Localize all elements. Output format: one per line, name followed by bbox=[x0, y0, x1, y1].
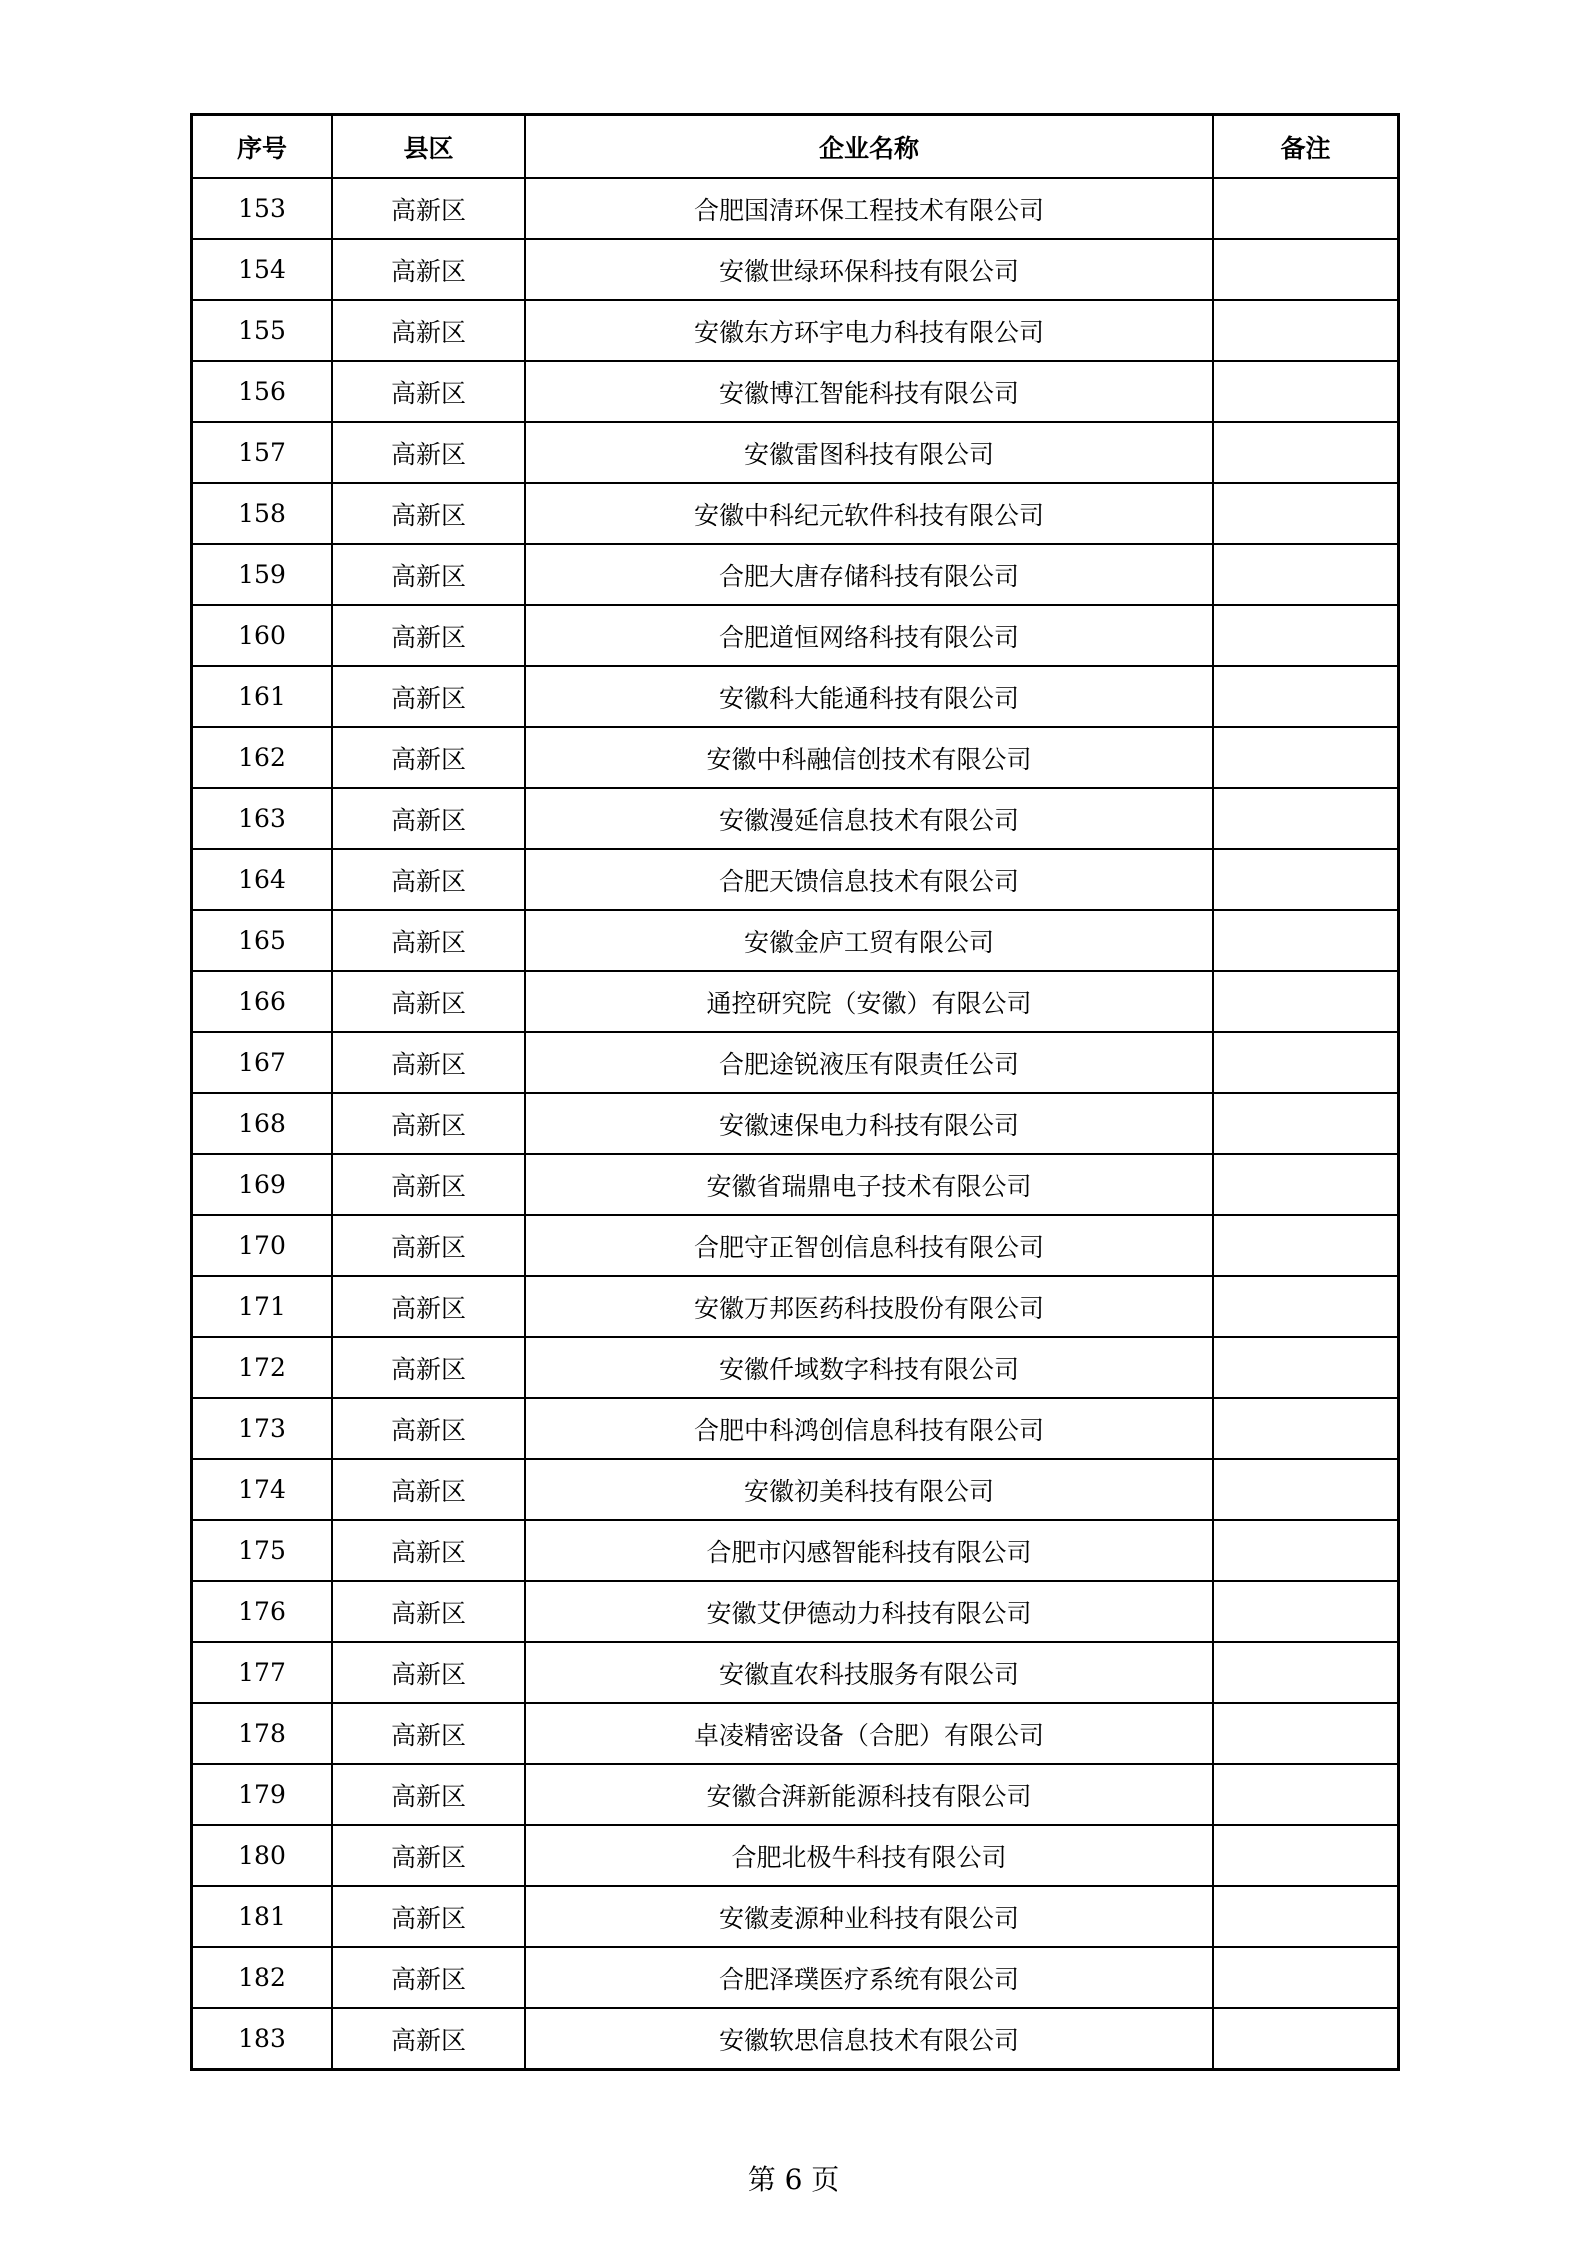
table-row bbox=[192, 300, 1399, 361]
cell-note bbox=[1213, 1886, 1399, 1947]
cell-district: 高新区 bbox=[332, 1337, 525, 1398]
cell-note bbox=[1213, 544, 1399, 605]
cell-seq: 179 bbox=[192, 1764, 333, 1825]
cell-district: 高新区 bbox=[332, 971, 525, 1032]
table-row bbox=[192, 1337, 1399, 1398]
cell-company: 合肥北极牛科技有限公司 bbox=[525, 1825, 1213, 1886]
cell-note bbox=[1213, 1520, 1399, 1581]
cell-seq: 182 bbox=[192, 1947, 333, 2008]
table-row bbox=[192, 1459, 1399, 1520]
cell-note bbox=[1213, 1764, 1399, 1825]
header-district: 县区 bbox=[332, 115, 525, 179]
table-body bbox=[192, 178, 1399, 2070]
cell-district: 高新区 bbox=[332, 1032, 525, 1093]
cell-district: 高新区 bbox=[332, 788, 525, 849]
cell-note bbox=[1213, 1276, 1399, 1337]
cell-seq: 156 bbox=[192, 361, 333, 422]
cell-company: 安徽省瑞鼎电子技术有限公司 bbox=[525, 1154, 1213, 1215]
cell-company: 通控研究院（安徽）有限公司 bbox=[525, 971, 1213, 1032]
cell-note bbox=[1213, 666, 1399, 727]
cell-district: 高新区 bbox=[332, 1825, 525, 1886]
cell-district: 高新区 bbox=[332, 910, 525, 971]
cell-district: 高新区 bbox=[332, 1093, 525, 1154]
cell-seq: 165 bbox=[192, 910, 333, 971]
cell-district: 高新区 bbox=[332, 849, 525, 910]
table-row bbox=[192, 1642, 1399, 1703]
header-company: 企业名称 bbox=[525, 115, 1213, 179]
cell-district: 高新区 bbox=[332, 422, 525, 483]
table-row bbox=[192, 1276, 1399, 1337]
cell-company: 合肥国清环保工程技术有限公司 bbox=[525, 178, 1213, 239]
table-row bbox=[192, 361, 1399, 422]
cell-seq: 167 bbox=[192, 1032, 333, 1093]
cell-district: 高新区 bbox=[332, 544, 525, 605]
table-row bbox=[192, 1398, 1399, 1459]
cell-company: 安徽世绿环保科技有限公司 bbox=[525, 239, 1213, 300]
table-row bbox=[192, 483, 1399, 544]
header-seq: 序号 bbox=[192, 115, 333, 179]
cell-company: 卓凌精密设备（合肥）有限公司 bbox=[525, 1703, 1213, 1764]
table-row bbox=[192, 1032, 1399, 1093]
table-row bbox=[192, 239, 1399, 300]
table-row bbox=[192, 1154, 1399, 1215]
cell-note bbox=[1213, 239, 1399, 300]
cell-note bbox=[1213, 1032, 1399, 1093]
cell-company: 安徽中科纪元软件科技有限公司 bbox=[525, 483, 1213, 544]
cell-seq: 166 bbox=[192, 971, 333, 1032]
cell-company: 安徽合湃新能源科技有限公司 bbox=[525, 1764, 1213, 1825]
cell-company: 安徽中科融信创技术有限公司 bbox=[525, 727, 1213, 788]
cell-note bbox=[1213, 1459, 1399, 1520]
cell-note bbox=[1213, 727, 1399, 788]
cell-note bbox=[1213, 1337, 1399, 1398]
cell-seq: 157 bbox=[192, 422, 333, 483]
cell-note bbox=[1213, 1154, 1399, 1215]
table-row bbox=[192, 1947, 1399, 2008]
cell-district: 高新区 bbox=[332, 1886, 525, 1947]
cell-district: 高新区 bbox=[332, 1276, 525, 1337]
table-row bbox=[192, 666, 1399, 727]
cell-seq: 155 bbox=[192, 300, 333, 361]
cell-seq: 180 bbox=[192, 1825, 333, 1886]
cell-district: 高新区 bbox=[332, 1581, 525, 1642]
cell-company: 安徽初美科技有限公司 bbox=[525, 1459, 1213, 1520]
table-row bbox=[192, 1825, 1399, 1886]
cell-district: 高新区 bbox=[332, 483, 525, 544]
table-row bbox=[192, 1764, 1399, 1825]
cell-seq: 181 bbox=[192, 1886, 333, 1947]
table-row bbox=[192, 910, 1399, 971]
cell-company: 合肥途锐液压有限责任公司 bbox=[525, 1032, 1213, 1093]
cell-seq: 171 bbox=[192, 1276, 333, 1337]
cell-company: 安徽雷图科技有限公司 bbox=[525, 422, 1213, 483]
cell-note bbox=[1213, 1642, 1399, 1703]
cell-note bbox=[1213, 422, 1399, 483]
table-row bbox=[192, 727, 1399, 788]
cell-note bbox=[1213, 1703, 1399, 1764]
cell-company: 合肥泽璞医疗系统有限公司 bbox=[525, 1947, 1213, 2008]
cell-seq: 163 bbox=[192, 788, 333, 849]
cell-seq: 183 bbox=[192, 2008, 333, 2070]
cell-district: 高新区 bbox=[332, 2008, 525, 2070]
table-row bbox=[192, 2008, 1399, 2070]
cell-company: 安徽金庐工贸有限公司 bbox=[525, 910, 1213, 971]
cell-company: 安徽东方环宇电力科技有限公司 bbox=[525, 300, 1213, 361]
cell-company: 合肥中科鸿创信息科技有限公司 bbox=[525, 1398, 1213, 1459]
header-note: 备注 bbox=[1213, 115, 1399, 179]
cell-company: 合肥道恒网络科技有限公司 bbox=[525, 605, 1213, 666]
cell-seq: 153 bbox=[192, 178, 333, 239]
table-row bbox=[192, 849, 1399, 910]
cell-seq: 161 bbox=[192, 666, 333, 727]
cell-seq: 172 bbox=[192, 1337, 333, 1398]
cell-seq: 169 bbox=[192, 1154, 333, 1215]
cell-district: 高新区 bbox=[332, 178, 525, 239]
table-row bbox=[192, 1215, 1399, 1276]
cell-district: 高新区 bbox=[332, 1459, 525, 1520]
cell-company: 安徽科大能通科技有限公司 bbox=[525, 666, 1213, 727]
cell-district: 高新区 bbox=[332, 1215, 525, 1276]
cell-district: 高新区 bbox=[332, 605, 525, 666]
cell-company: 安徽速保电力科技有限公司 bbox=[525, 1093, 1213, 1154]
cell-company: 合肥市闪感智能科技有限公司 bbox=[525, 1520, 1213, 1581]
cell-seq: 159 bbox=[192, 544, 333, 605]
cell-seq: 158 bbox=[192, 483, 333, 544]
cell-district: 高新区 bbox=[332, 727, 525, 788]
cell-district: 高新区 bbox=[332, 1703, 525, 1764]
cell-note bbox=[1213, 788, 1399, 849]
cell-note bbox=[1213, 361, 1399, 422]
cell-district: 高新区 bbox=[332, 1642, 525, 1703]
cell-district: 高新区 bbox=[332, 361, 525, 422]
cell-company: 合肥大唐存储科技有限公司 bbox=[525, 544, 1213, 605]
cell-note bbox=[1213, 1581, 1399, 1642]
table-row bbox=[192, 1093, 1399, 1154]
cell-company: 合肥天馈信息技术有限公司 bbox=[525, 849, 1213, 910]
cell-district: 高新区 bbox=[332, 666, 525, 727]
cell-seq: 178 bbox=[192, 1703, 333, 1764]
cell-district: 高新区 bbox=[332, 1398, 525, 1459]
company-list-table bbox=[190, 113, 1400, 2071]
cell-company: 安徽直农科技服务有限公司 bbox=[525, 1642, 1213, 1703]
table-row bbox=[192, 788, 1399, 849]
cell-seq: 164 bbox=[192, 849, 333, 910]
cell-district: 高新区 bbox=[332, 300, 525, 361]
cell-company: 安徽麦源种业科技有限公司 bbox=[525, 1886, 1213, 1947]
cell-district: 高新区 bbox=[332, 1764, 525, 1825]
cell-company: 安徽博江智能科技有限公司 bbox=[525, 361, 1213, 422]
cell-note bbox=[1213, 178, 1399, 239]
cell-district: 高新区 bbox=[332, 239, 525, 300]
cell-note bbox=[1213, 910, 1399, 971]
table-header-row bbox=[192, 115, 1399, 179]
cell-district: 高新区 bbox=[332, 1154, 525, 1215]
table-row bbox=[192, 422, 1399, 483]
cell-seq: 154 bbox=[192, 239, 333, 300]
cell-district: 高新区 bbox=[332, 1947, 525, 2008]
table-row bbox=[192, 1520, 1399, 1581]
table-row bbox=[192, 178, 1399, 239]
cell-seq: 176 bbox=[192, 1581, 333, 1642]
cell-note bbox=[1213, 1093, 1399, 1154]
table-row bbox=[192, 971, 1399, 1032]
table-row bbox=[192, 605, 1399, 666]
cell-note bbox=[1213, 1825, 1399, 1886]
cell-seq: 168 bbox=[192, 1093, 333, 1154]
cell-company: 安徽仟域数字科技有限公司 bbox=[525, 1337, 1213, 1398]
cell-seq: 170 bbox=[192, 1215, 333, 1276]
cell-note bbox=[1213, 849, 1399, 910]
cell-company: 安徽艾伊德动力科技有限公司 bbox=[525, 1581, 1213, 1642]
cell-note bbox=[1213, 300, 1399, 361]
cell-note bbox=[1213, 2008, 1399, 2070]
cell-seq: 175 bbox=[192, 1520, 333, 1581]
cell-note bbox=[1213, 1398, 1399, 1459]
cell-company: 安徽漫延信息技术有限公司 bbox=[525, 788, 1213, 849]
table-row bbox=[192, 544, 1399, 605]
cell-note bbox=[1213, 971, 1399, 1032]
cell-note bbox=[1213, 1947, 1399, 2008]
cell-seq: 177 bbox=[192, 1642, 333, 1703]
table-row bbox=[192, 1581, 1399, 1642]
page-number: 第 6 页 bbox=[747, 2163, 840, 2196]
cell-seq: 173 bbox=[192, 1398, 333, 1459]
table-row bbox=[192, 1703, 1399, 1764]
cell-seq: 174 bbox=[192, 1459, 333, 1520]
cell-district: 高新区 bbox=[332, 1520, 525, 1581]
cell-note bbox=[1213, 483, 1399, 544]
table-row bbox=[192, 1886, 1399, 1947]
cell-seq: 160 bbox=[192, 605, 333, 666]
cell-seq: 162 bbox=[192, 727, 333, 788]
cell-note bbox=[1213, 1215, 1399, 1276]
cell-note bbox=[1213, 605, 1399, 666]
cell-company: 安徽软思信息技术有限公司 bbox=[525, 2008, 1213, 2070]
cell-company: 合肥守正智创信息科技有限公司 bbox=[525, 1215, 1213, 1276]
cell-company: 安徽万邦医药科技股份有限公司 bbox=[525, 1276, 1213, 1337]
